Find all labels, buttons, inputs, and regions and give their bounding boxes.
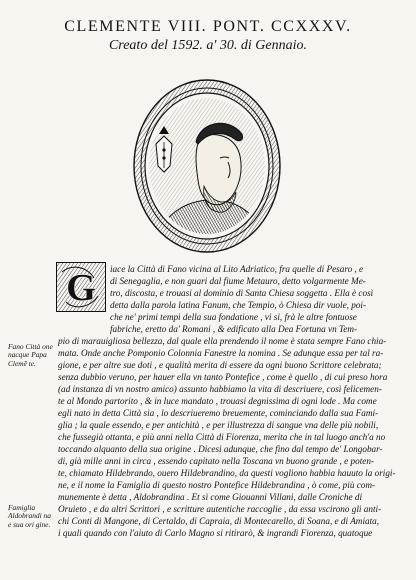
text-line: tro, discosta, e trouasi al dominio di Santa Chiesa soggetta . Ella è così: [110, 288, 374, 298]
text-line: egli nato in detta Città sia , lo descriueremo breuemente, cominciando dalla sua Fami-: [58, 408, 379, 418]
text-line: senza dubbio veruno, per hauer ella vn tanto Pontefice , come è quello , di cui preso hora: [58, 372, 388, 382]
page-subtitle: Creato del 1592. a' 30. di Gennaio.: [108, 38, 308, 53]
page-title: CLEMENTE VIII. PONT. CCXXXV.: [64, 18, 352, 35]
text-line: fabriche, eretto da' Romani , & edificato alla Dea Fortuna vn Tem-: [110, 324, 358, 334]
text-line: che fussegià ottanta, e più anni nella Città di Fiorenza, merita che in tal luogo anch'a no: [58, 432, 386, 442]
text-line: munemente è detta , Aldobrandina . Et sì come Giouanni Villani, dalle Croniche di: [58, 492, 362, 502]
text-line: di, già mille anni in circa , essendo capitato nella Toscana vn buono grande , e poten-: [58, 456, 374, 466]
text-line: ne, e il nome la Famiglia di questo nostro Pontefice Hildebrandina , ò come, più com-: [58, 480, 376, 490]
pope-portrait-engraving: [132, 78, 282, 254]
margin-note-aldobrandini: Famiglia Aldobrandi na e sua ori gine.: [8, 503, 51, 529]
text-line: (ad instanza di vn nostro amico) assunto habbiamo la vita di descriuere, così felicemen-: [58, 384, 382, 394]
text-line: pio di marauigliosa bellezza, dal quale ella prendendo il nome è stata sempre Fano chia-: [58, 336, 387, 346]
text-line: mata. Onde anche Pomponio Colonnia Fanestre la nomina . Se adunque essa per tal ra-: [58, 348, 384, 358]
text-line: iace la Città di Fano vicina al Lito Adriatico, fra quelle di Pesaro , e: [110, 264, 364, 274]
text-line: toccando alquanto della sua origine . Dicesi adunque, che fino dal tempo de' Longobar-: [58, 444, 383, 454]
text-line: gione, e per altre sue doti , e qualità merita di essere da ogni buono Scrittore celebrata;: [58, 360, 382, 370]
text-line: chi Conti di Mangone, di Certaldo, di Capraia, di Montecarello, di Soana, e di Amiata,: [58, 516, 380, 526]
text-line: i quali quando con l'aiuto di Carlo Magno si ritirarò, & ingrandì Fiorenza, quatoque: [58, 528, 373, 538]
drop-cap-letter: G: [66, 267, 96, 309]
drop-cap-ornament: [56, 262, 106, 312]
text-line: di Senegaglia, e non guari dal fiume Metauro, detto volgarmente Me-: [110, 276, 366, 286]
text-line: glia ; la quale essendo, e per antichità , e per illustrezza di sangue vna delle più nobili,: [58, 420, 379, 430]
text-line: te al Mondo partorito , & in luce mandato , trouasi degnissima di ogni lode . Ma come: [58, 396, 377, 406]
text-line: detta dalla parola latina Fanum, che Tempio, ò Chiesa dir vuole, poi-: [110, 300, 367, 310]
text-line: te, chiamato Hildebrando, ouero Hildebrandino, da questi vogliono habbia hauuto la origi-: [58, 468, 396, 478]
text-line: Oruieto , e da altri Scrittori , e scritture autentiche raccoglie , da essa vscirono gli anti-: [58, 504, 382, 514]
margin-note-fano: Fano Città one nacque Papa Clemē te.: [8, 342, 53, 368]
text-line: che ne' primi tempi della sua fondatione , vi si, frà le altre fontuose: [110, 312, 357, 322]
